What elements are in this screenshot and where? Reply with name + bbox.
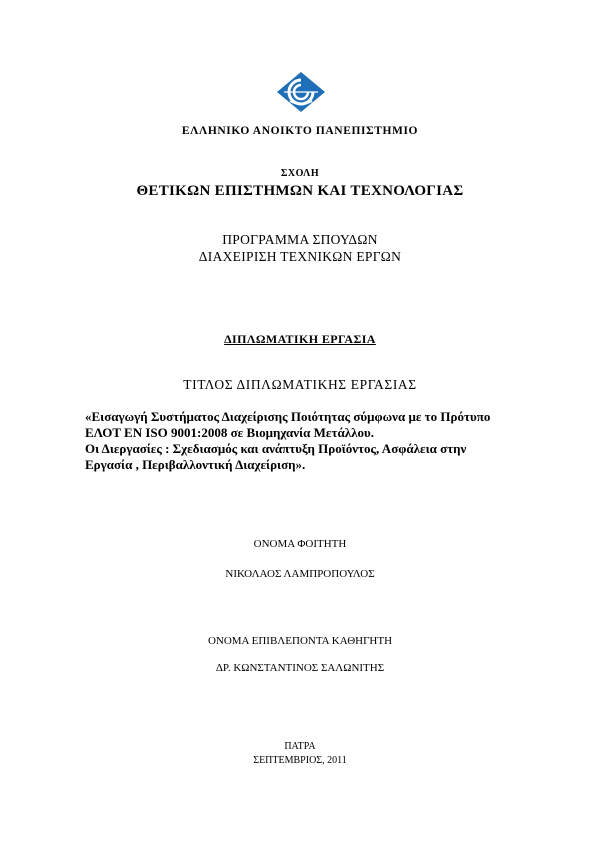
university-name: ΕΛΛΗΝΙΚΟ ΑΝΟΙΚΤΟ ΠΑΝΕΠΙΣΤΗΜΙΟ (181, 125, 419, 137)
thesis-label: ΔΙΠΛΩΜΑΤΙΚΗ ΕΡΓΑΣΙΑ (224, 332, 376, 346)
student-label: ΟΝΟΜΑ ΦΟΙΤΗΤΗ (253, 538, 347, 550)
thesis-title-line: «Εισαγωγή Συστήματος Διαχείρισης Ποιότητας σύμφωνα με το Πρότυπο (85, 409, 491, 424)
city: ΠΑΤΡΑ (284, 741, 316, 752)
thesis-title-line: Οι Διεργασίες : Σχεδιασμός και ανάπτυξη Προϊόντος, Ασφάλεια στην (85, 441, 467, 456)
date: ΣΕΠΤΕΜΒΡΙΟΣ, 2011 (253, 755, 347, 766)
thesis-title-line: Εργασία , Περιβαλλοντική Διαχείριση». (85, 457, 306, 472)
program-name: ΔΙΑΧΕΙΡΙΣΗ ΤΕΧΝΙΚΩΝ ΕΡΓΩΝ (198, 249, 402, 264)
supervisor-label: ΟΝΟΜΑ ΕΠΙΒΛΕΠΟΝΤΑ ΚΑΘΗΓΗΤΗ (207, 635, 393, 647)
supervisor-name: ΔΡ. ΚΩΝΣΤΑΝΤΙΝΟΣ ΣΑΛΩΝΙΤΗΣ (215, 662, 385, 674)
thesis-title (85, 409, 525, 473)
program-label: ΠΡΟΓΡΑΜΜΑ ΣΠΟΥΔΩΝ (222, 232, 378, 247)
thesis-title-line: ΕΛΟΤ EN ISO 9001:2008 σε Βιομηχανία Μετάλλου. (85, 425, 374, 440)
school-label: ΣΧΟΛΗ (280, 168, 320, 179)
title-label: ΤΙΤΛΟΣ ΔΙΠΛΩΜΑΤΙΚΗΣ ΕΡΓΑΣΙΑΣ (183, 377, 417, 392)
university-logo-icon (276, 71, 326, 113)
school-name: ΘΕΤΙΚΩΝ ΕΠΙΣΤΗΜΩΝ ΚΑΙ ΤΕΧΝΟΛΟΓΙΑΣ (136, 183, 464, 199)
student-name: ΝΙΚΟΛΑΟΣ ΛΑΜΠΡΟΠΟΥΛΟΣ (225, 568, 375, 580)
